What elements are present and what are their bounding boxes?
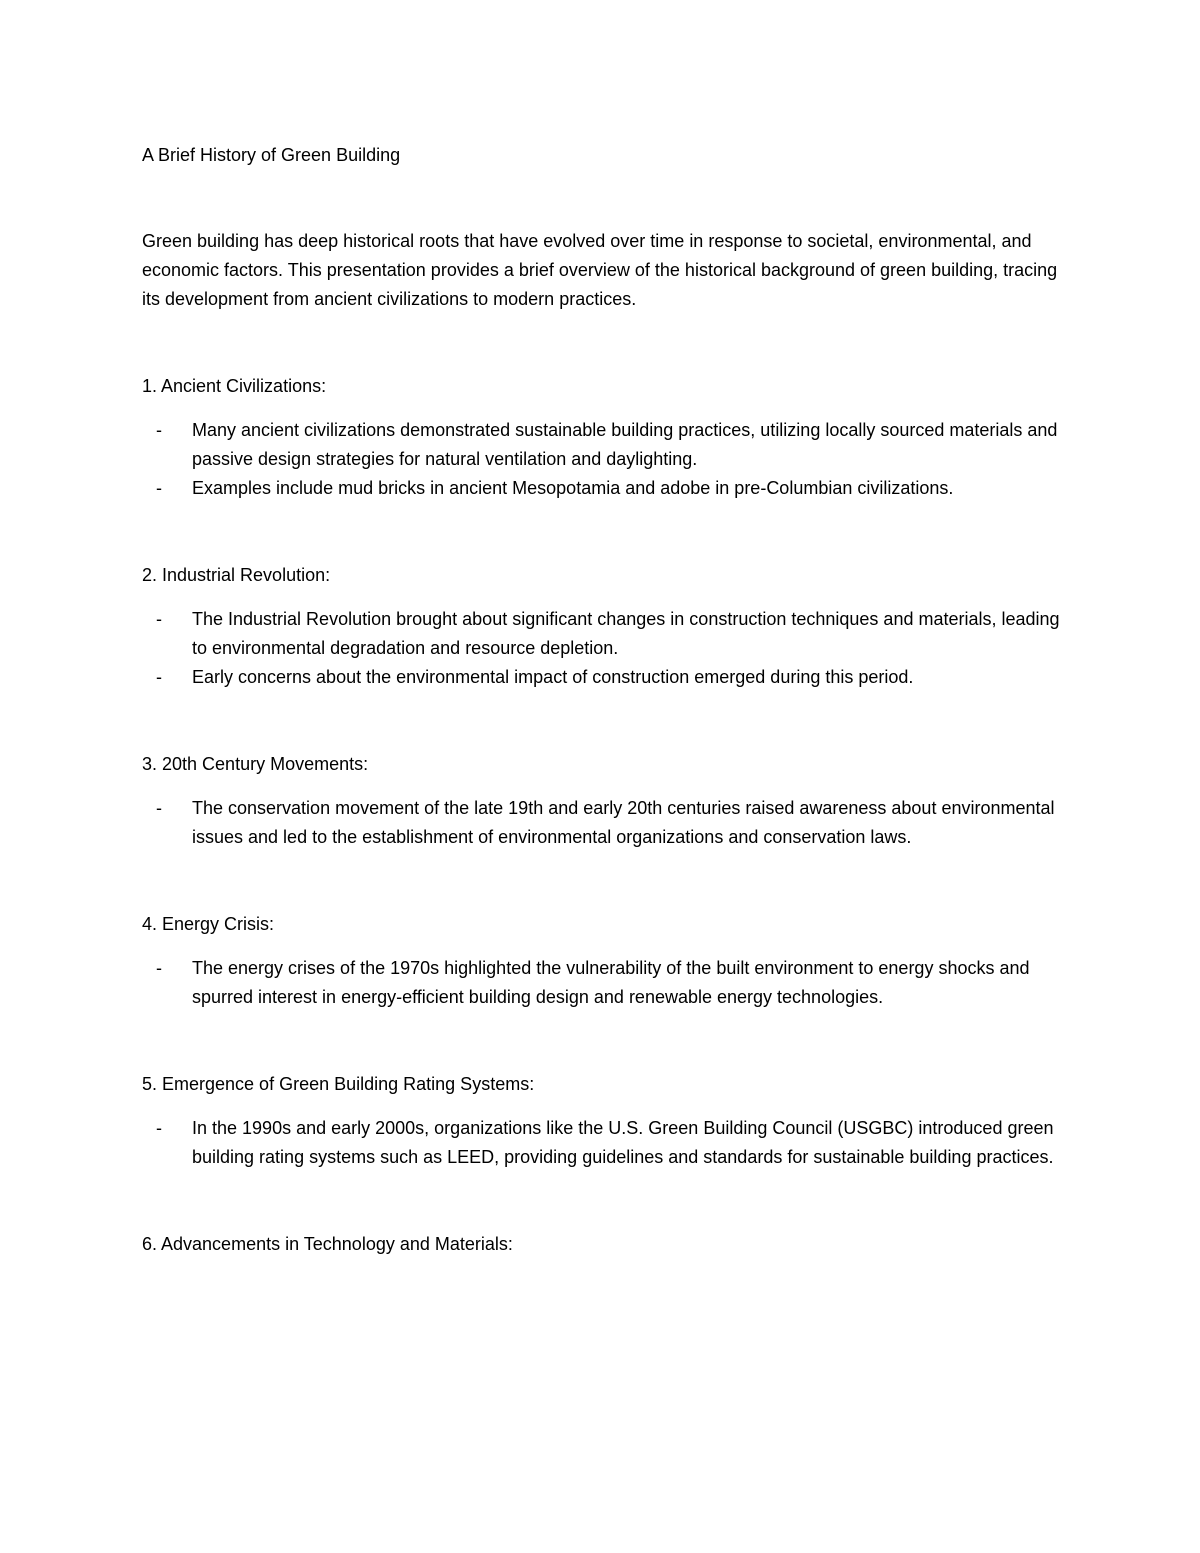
section-heading: 1. Ancient Civilizations: (142, 376, 327, 396)
bullet-marker: - (156, 798, 162, 818)
list-item-text: Early concerns about the environmental impact of construction emerged during this period. (192, 667, 914, 687)
bullet-marker: - (156, 609, 162, 629)
bullet-marker: - (156, 1118, 162, 1138)
list-item-text: Many ancient civilizations demonstrated sustainable building practices, utilizing locally sourced materials and passive design strategies for natural ventilation and daylighting. (192, 420, 1058, 469)
section-heading: 4. Energy Crisis: (142, 914, 275, 934)
bullet-list (142, 605, 1072, 692)
section-20th-century-movements (142, 750, 1072, 852)
list-item-text: The conservation movement of the late 19th and early 20th centuries raised awareness about environmental issues and led to the establishment of environmental organizations and conservation laws. (192, 798, 1055, 847)
section-heading: 5. Emergence of Green Building Rating Systems: (142, 1074, 535, 1094)
bullet-list (142, 416, 1072, 503)
document-title: A Brief History of Green Building (142, 145, 401, 165)
list-item (142, 605, 1072, 663)
document-body (142, 141, 1072, 1259)
list-item (142, 416, 1072, 474)
section-technology-materials (142, 1230, 1072, 1259)
section-heading: 6. Advancements in Technology and Materials: (142, 1234, 513, 1254)
list-item-text: The Industrial Revolution brought about significant changes in construction techniques and materials, leading to environmental degradation and resource depletion. (192, 609, 1060, 658)
section-ancient-civilizations (142, 372, 1072, 503)
list-item-text: In the 1990s and early 2000s, organizations like the U.S. Green Building Council (USGBC) introduced green building rating systems such as LEED, providing guidelines and standards for sustainable building practices. (192, 1118, 1054, 1167)
section-heading: 3. 20th Century Movements: (142, 754, 369, 774)
list-item-text: Examples include mud bricks in ancient Mesopotamia and adobe in pre-Columbian civilizations. (192, 478, 954, 498)
list-item-text: The energy crises of the 1970s highlighted the vulnerability of the built environment to energy shocks and spurred interest in energy-efficient building design and renewable energy technologies. (192, 958, 1030, 1007)
list-item (142, 663, 1072, 692)
section-industrial-revolution (142, 561, 1072, 692)
list-item (142, 794, 1072, 852)
bullet-marker: - (156, 667, 162, 687)
list-item (142, 1114, 1072, 1172)
list-item (142, 474, 1072, 503)
bullet-list (142, 954, 1072, 1012)
bullet-list (142, 794, 1072, 852)
list-item (142, 954, 1072, 1012)
section-rating-systems (142, 1070, 1072, 1172)
intro-paragraph: Green building has deep historical roots that have evolved over time in response to societal, environmental, and economic factors. This presentation provides a brief overview of the historical background of green building, tracing its development from ancient civilizations to modern practices. (142, 231, 1058, 309)
bullet-marker: - (156, 478, 162, 498)
section-heading: 2. Industrial Revolution: (142, 565, 331, 585)
bullet-list (142, 1114, 1072, 1172)
bullet-marker: - (156, 420, 162, 440)
section-energy-crisis (142, 910, 1072, 1012)
bullet-marker: - (156, 958, 162, 978)
